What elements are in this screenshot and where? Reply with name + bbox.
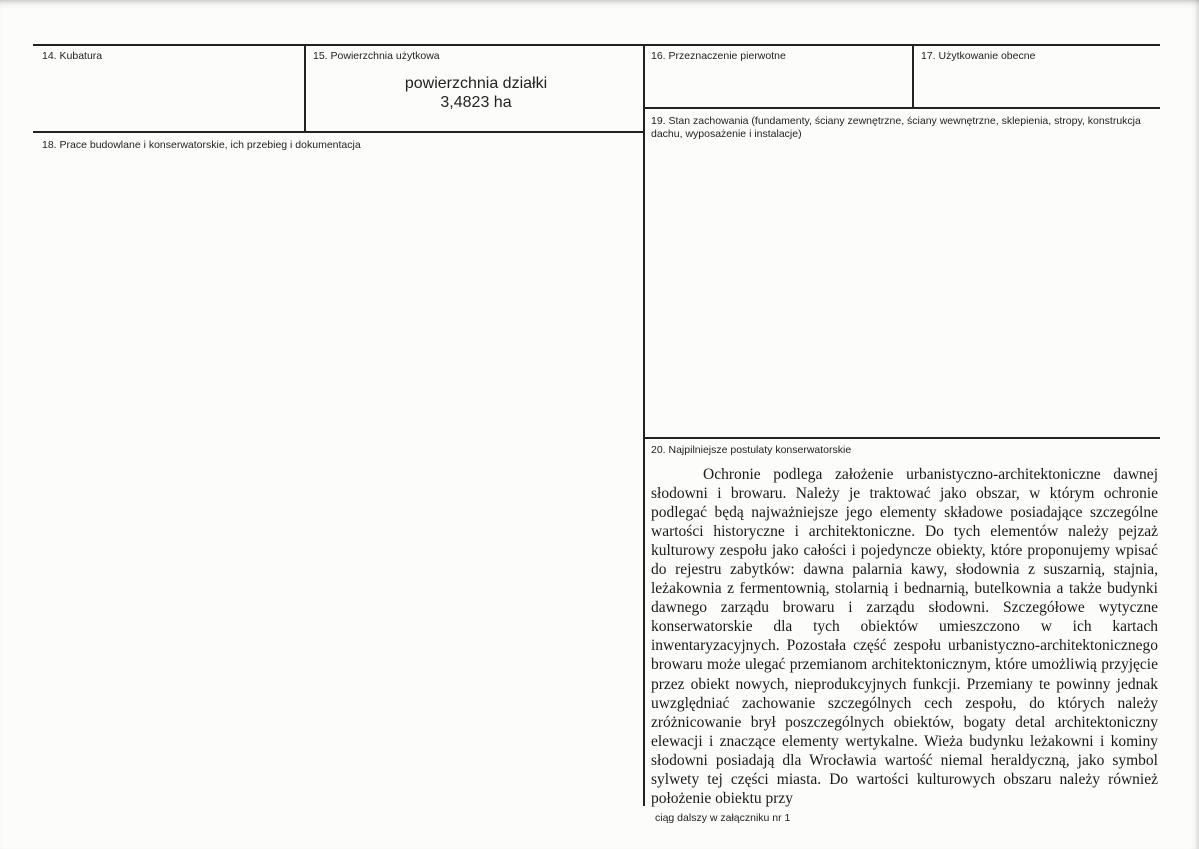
continuation-note: ciąg dalszy w załączniku nr 1 bbox=[655, 812, 791, 824]
field-15-value-line2: 3,4823 ha bbox=[440, 94, 512, 111]
field-20-postulaty-label: 20. Najpilniejsze postulaty konserwatorskie bbox=[651, 444, 852, 456]
field-15-powierzchnia-label: 15. Powierzchnia użytkowa bbox=[313, 50, 440, 62]
field-16-przeznaczenie-label: 16. Przeznaczenie pierwotne bbox=[651, 50, 786, 62]
field-15-value bbox=[306, 74, 646, 112]
center-divider bbox=[643, 44, 645, 806]
top-border-left bbox=[33, 44, 645, 46]
row-divider-right-20 bbox=[643, 437, 1160, 439]
field-18-prace-label: 18. Prace budowlane i konserwatorskie, ich przebieg i dokumentacja bbox=[42, 139, 361, 151]
field-14-kubatura-label: 14. Kubatura bbox=[42, 50, 103, 62]
row-divider-right-19 bbox=[643, 107, 1160, 109]
row-divider-left bbox=[33, 131, 645, 133]
field-19-stan-zachowania-label: 19. Stan zachowania (fundamenty, ściany zewnętrzne, ściany wewnętrzne, sklepienia, stropy, konstrukcja dachu, wyposażenie i instalacje) bbox=[651, 115, 1141, 140]
field-17-uzytkowanie-label: 17. Użytkowanie obecne bbox=[921, 50, 1036, 62]
field-15-value-line1: powierzchnia działki bbox=[404, 75, 548, 92]
divider-16-17 bbox=[912, 44, 914, 108]
field-20-paragraph: Ochronie podlega założenie urbanistyczno-architektoniczne dawnej słodowni i browaru. Należy je traktować jako obszar, w którym ochronie podlegać będą najważniejsze jego elementy składowe posiadające szczególne wartości historyczne i architektoniczne. Do tych elementów należy pejzaż kulturowy zespołu jako całości i pojedyncze obiekty, które proponujemy wpisać do rejestru zabytków: dawna palarnia kawy, słodownia z suszarnią, stajnia, leżakownia z fermentownią, stolarnią i bednarnią, butelkownia a także budynki dawnego zarządu browaru i zarządu słodowni. Szczegółowe wytyczne konserwatorskie dla tych obiektów umieszczono w ich kartach inwentaryzacyjnych. Pozostała część zespołu urbanistyczno-architektonicznego browaru może ulegać przemianom architektonicznym, które umożliwią przyjęcie przez obiekt nowych, nieprodukcyjnych funkcji. Przemiany te powinny jednak uwzględniać zachowanie szczególnych cech zespołu, do których należy zróżnicowanie brył poszczególnych obiektów, bogaty detal architektoniczny elewacji i znaczące elementy wertykalne. Wieża budynku leżakowni i kominy słodowni posiadają dla Wrocławia wartość niemal heraldyczną, jako symbol sylwety tej części miasta. Do wartości kulturowych obszaru należy również położenie obiektu przy bbox=[651, 466, 1158, 807]
field-20-body bbox=[651, 465, 1158, 808]
top-border-right bbox=[643, 44, 1160, 46]
